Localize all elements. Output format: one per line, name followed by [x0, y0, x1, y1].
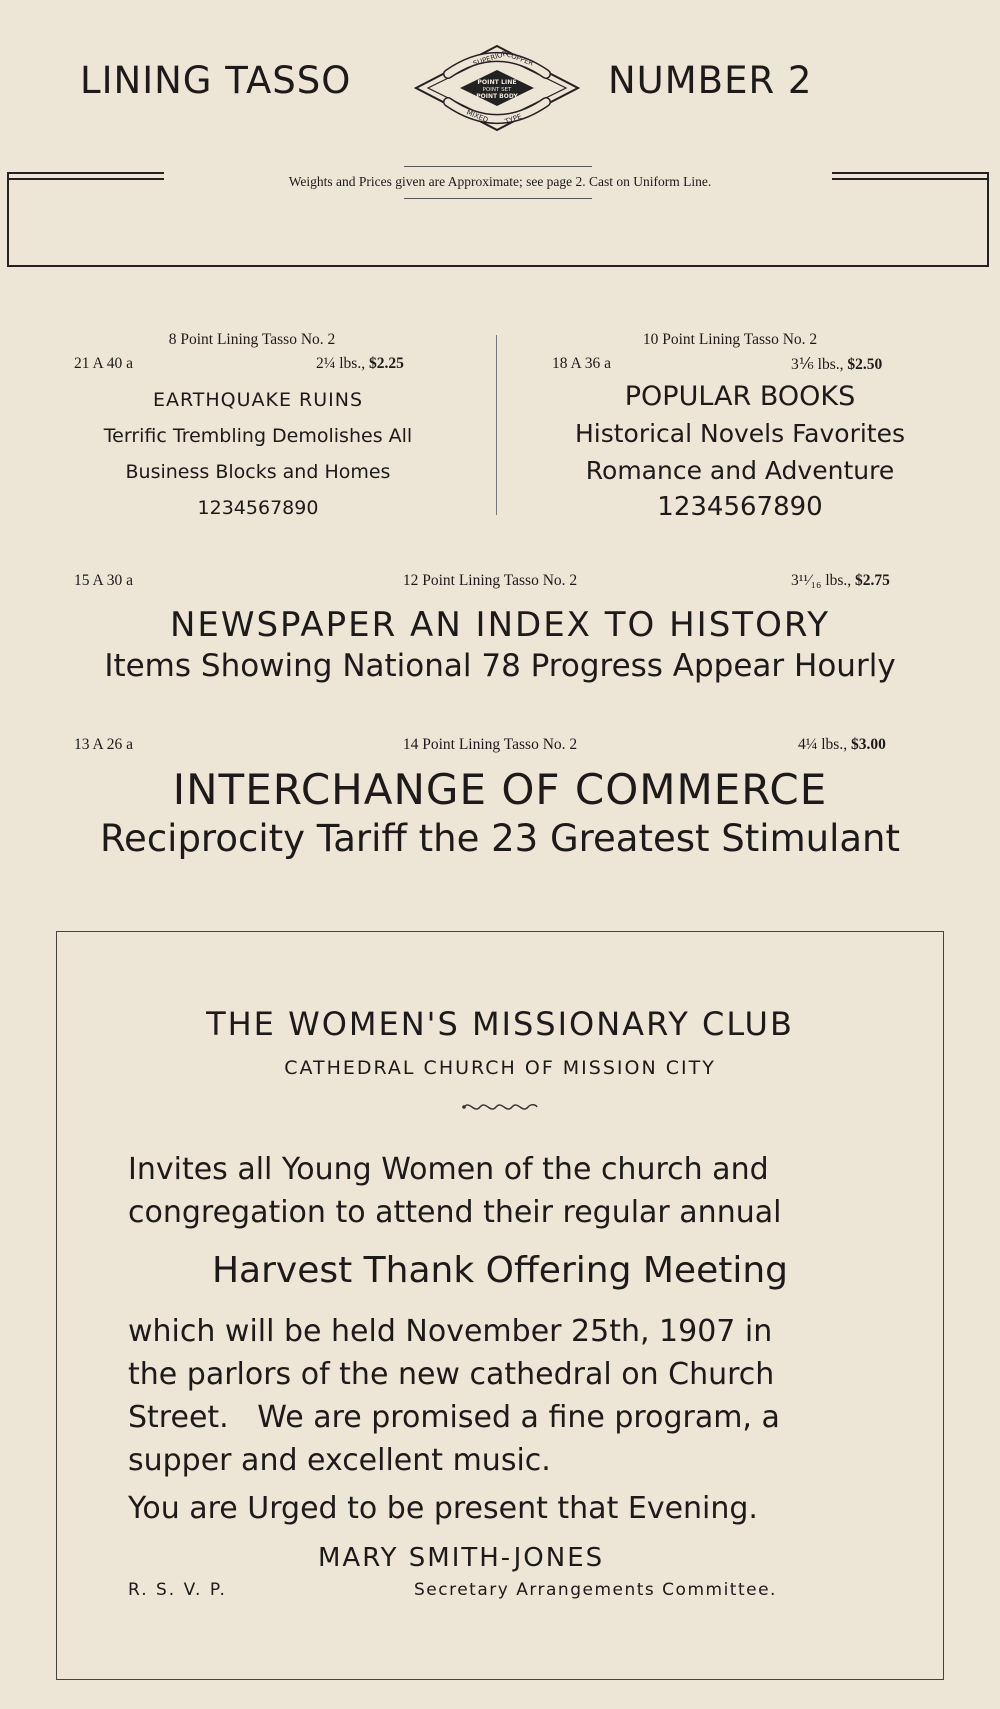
notice-rule-top	[404, 166, 592, 167]
specimen-14pt-weight	[798, 736, 886, 754]
specimen-8pt-price: $2.25	[368, 355, 404, 372]
logo-word-mixed: MIXED	[465, 108, 490, 125]
specimen-10pt-weight-value: 3⅙ lbs.,	[791, 356, 844, 373]
specimen-12pt-title: 12 Point Lining Tasso No. 2	[402, 572, 578, 589]
page-title-right: NUMBER 2	[608, 59, 813, 102]
specimen-12pt-weight-value: 3¹¹⁄₁₆ lbs.,	[791, 572, 852, 589]
specimen-8pt-line-1: EARTHQUAKE RUINS	[152, 389, 364, 411]
specimen-10pt-line-1: POPULAR BOOKS	[624, 381, 856, 412]
specimen-10pt-price: $2.50	[847, 356, 883, 373]
logo-word-point-set: POINT SET	[482, 87, 512, 93]
invitation-body-2: the parlors of the new cathedral on Church	[128, 1357, 775, 1392]
invitation-body-4: supper and excellent music.	[128, 1443, 551, 1478]
invitation-body-1: which will be held November 25th, 1907 in	[128, 1314, 773, 1349]
specimen-14pt-line-2: Reciprocity Tariff the 23 Greatest Stimulant	[100, 817, 900, 860]
specimen-8pt-line-3: Business Blocks and Homes	[125, 461, 391, 483]
specimen-8pt-line-4: 1234567890	[197, 497, 319, 519]
specimen-8pt-title: 8 Point Lining Tasso No. 2	[168, 331, 336, 348]
notice-rule-bottom	[404, 198, 592, 199]
superior-copper-mixed-type-seal-icon	[414, 42, 580, 134]
invitation-subheading: CATHEDRAL CHURCH OF MISSION CITY	[284, 1057, 716, 1079]
specimen-10pt-line-3: Romance and Adventure	[585, 456, 895, 485]
specimen-10pt-count: 18 A 36 a	[552, 355, 611, 372]
specimen-10pt-line-4: 1234567890	[657, 492, 823, 522]
specimen-12pt-count: 15 A 30 a	[74, 572, 133, 589]
specimen-10pt-weight	[791, 355, 882, 374]
specimen-14pt-price: $3.00	[850, 736, 886, 753]
specimen-12pt-line-1: NEWSPAPER AN INDEX TO HISTORY	[169, 605, 831, 645]
logo-word-superior: SUPERIOR	[472, 49, 509, 68]
invitation-rsvp: R. S. V. P.	[128, 1580, 227, 1600]
invitation-signer: MARY SMITH-JONES	[318, 1543, 605, 1573]
invitation-signer-title: Secretary Arrangements Committee.	[414, 1580, 777, 1600]
column-divider	[496, 335, 497, 515]
specimen-10pt-line-2: Historical Novels Favorites	[574, 419, 906, 448]
logo-word-type: TYPE	[503, 112, 523, 126]
specimen-14pt-line-1: INTERCHANGE OF COMMERCE	[172, 765, 828, 814]
specimen-12pt-weight	[791, 572, 890, 590]
notice-text: Weights and Prices given are Approximate; see page 2. Cast on Uniform Line.	[288, 174, 712, 189]
logo-word-copper: COPPER	[505, 50, 535, 68]
page-title-left: LINING TASSO	[80, 59, 352, 102]
specimen-12pt-price: $2.75	[855, 572, 890, 589]
specimen-8pt-weight	[316, 355, 404, 373]
invitation-intro-2: congregation to attend their regular annual	[128, 1195, 782, 1230]
specimen-14pt-count: 13 A 26 a	[74, 736, 133, 753]
specimen-12pt-line-2: Items Showing National 78 Progress Appear Hourly	[104, 648, 896, 684]
invitation-event: Harvest Thank Offering Meeting	[211, 1250, 789, 1291]
specimen-10pt-title: 10 Point Lining Tasso No. 2	[642, 331, 818, 348]
specimen-8pt-count: 21 A 40 a	[74, 355, 133, 372]
specimen-8pt-line-2: Terrific Trembling Demolishes All	[103, 425, 413, 447]
specimen-14pt-title: 14 Point Lining Tasso No. 2	[402, 736, 578, 753]
invitation-body-3: Street. We are promised a fine program, a	[128, 1400, 780, 1435]
invitation-urge: You are Urged to be present that Evening.	[128, 1491, 758, 1526]
invitation-intro-1: Invites all Young Women of the church and	[128, 1152, 769, 1187]
logo-word-point-line: POINT LINE	[477, 79, 517, 86]
logo-word-point-body: POINT BODY	[476, 93, 518, 100]
invitation-heading: THE WOMEN'S MISSIONARY CLUB	[206, 1005, 794, 1043]
specimen-8pt-weight-value: 2¼ lbs.,	[316, 355, 366, 372]
scroll-ornament-icon	[460, 1098, 540, 1116]
specimen-14pt-weight-value: 4¼ lbs.,	[798, 736, 848, 753]
